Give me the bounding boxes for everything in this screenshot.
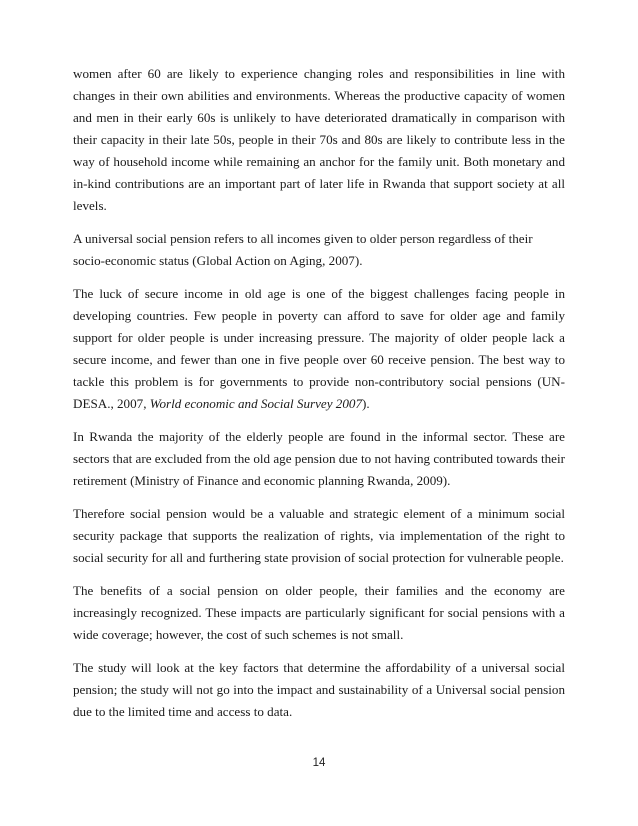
paragraph-6: The benefits of a social pension on older people, their families and the economy are increasingly recognized. These impacts are particularly significant for social pensions with a wide coverage; however, the cost of such schemes is not small. xyxy=(73,583,565,642)
paragraph-3-tail: ). xyxy=(362,396,370,411)
body-text xyxy=(73,63,565,734)
paragraph-3-citation-title: World economic and Social Survey 2007 xyxy=(149,396,362,411)
page-number: 14 xyxy=(312,757,326,769)
paragraph-2: A universal social pension refers to all incomes given to older person regardless of their socio-economic status (Global Action on Aging, 2007). xyxy=(73,231,533,268)
paragraph-3 xyxy=(73,283,565,415)
paragraph-5: Therefore social pension would be a valuable and strategic element of a minimum social security package that supports the realization of rights, via implementation of the right to social security for all and furthering state provision of social protection for vulnerable people. xyxy=(73,506,565,565)
paragraph-3-text: The luck of secure income in old age is one of the biggest challenges facing people in developing countries. Few people in poverty can afford to save for older age and family support for older people is under increasing pressure. The majority of older people lack a secure income, and fewer than one in five people over 60 receive pension. The best way to tackle this problem is for governments to provide non-contributory social pensions (UN-DESA., 2007, xyxy=(73,286,565,411)
paragraph-4: In Rwanda the majority of the elderly people are found in the informal sector. These are sectors that are excluded from the old age pension due to not having contributed towards their retirement (Ministry of Finance and economic planning Rwanda, 2009). xyxy=(73,429,565,488)
paragraph-1: women after 60 are likely to experience changing roles and responsibilities in line with changes in their own abilities and environments. Whereas the productive capacity of women and men in their early 60s is unlikely to have deteriorated dramatically in comparison with their capacity in their late 50s, people in their 70s and 80s are likely to contribute less in the way of household income while remaining an anchor for the family unit. Both monetary and in-kind contributions are an important part of later life in Rwanda that support society at all levels. xyxy=(73,66,565,213)
paragraph-7: The study will look at the key factors that determine the affordability of a universal social pension; the study will not go into the impact and sustainability of a Universal social pension due to the limited time and access to data. xyxy=(73,660,565,719)
